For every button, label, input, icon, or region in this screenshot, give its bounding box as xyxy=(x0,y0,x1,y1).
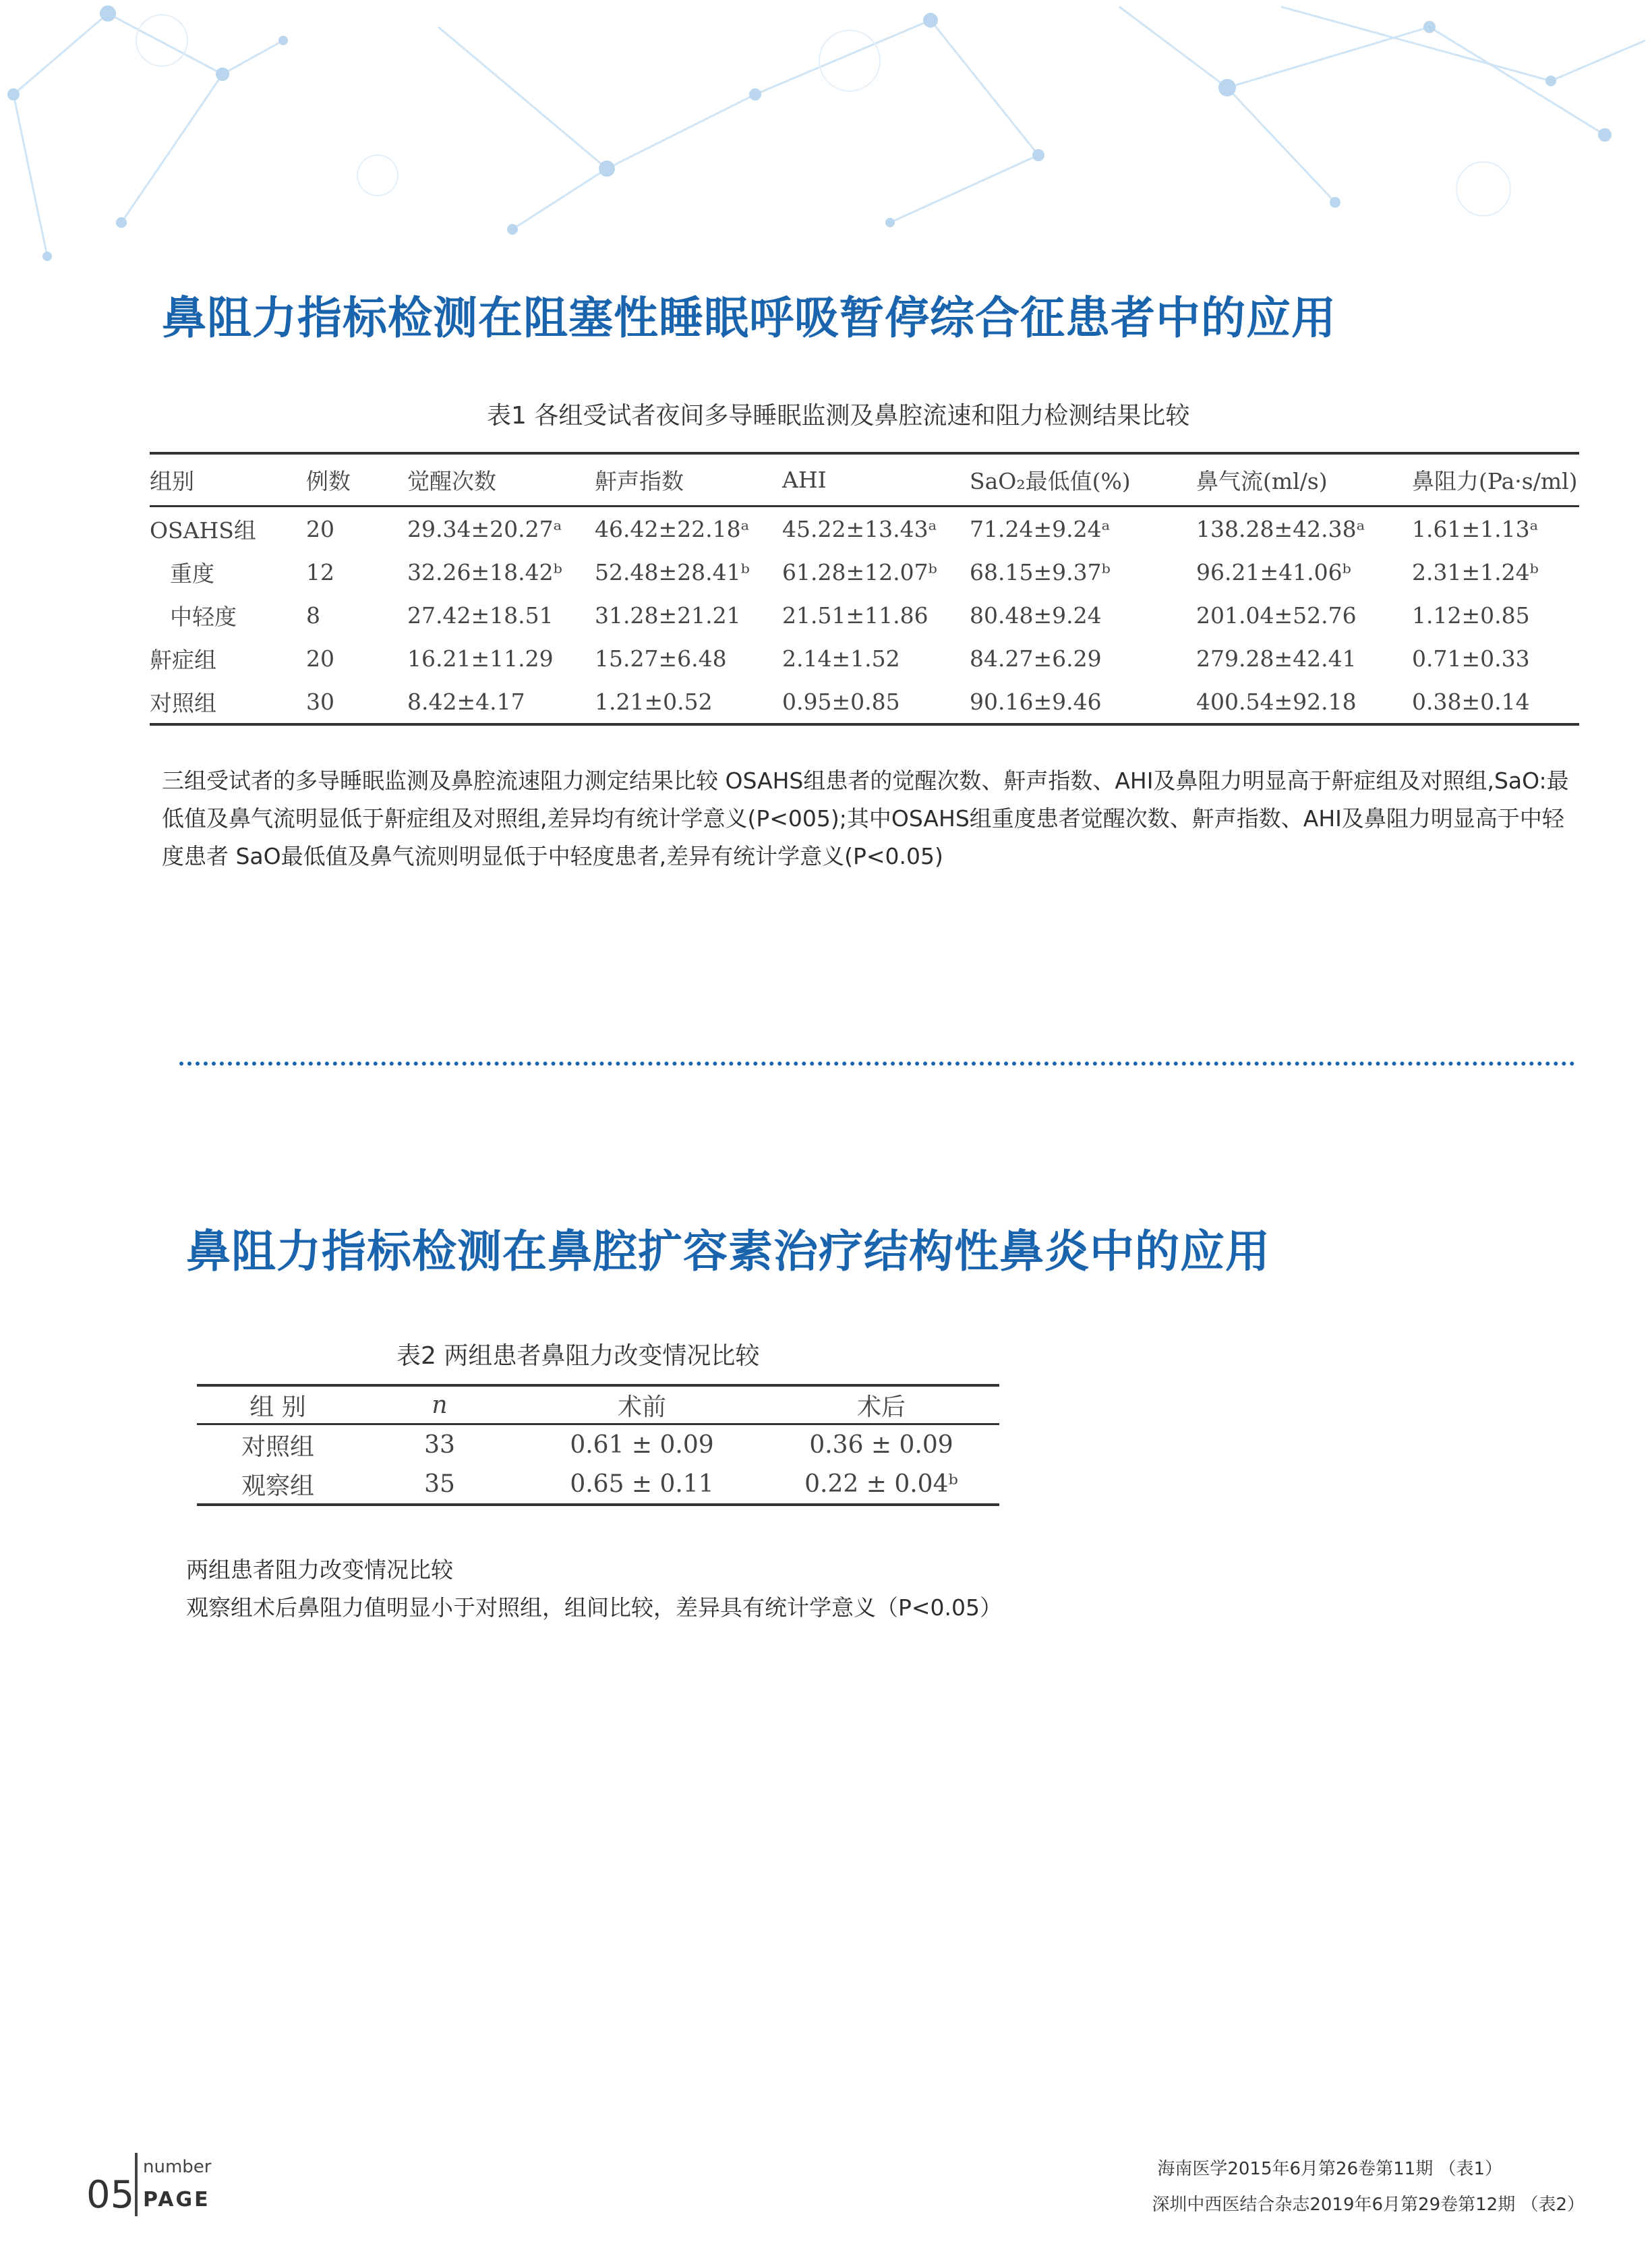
table-cell: 1.21±0.52 xyxy=(595,688,713,715)
page-label-number: number xyxy=(143,2157,212,2177)
table-cell: 0.95±0.85 xyxy=(782,688,900,715)
table-cell: 201.04±52.76 xyxy=(1196,602,1357,629)
table-cell: 0.61 ± 0.09 xyxy=(570,1431,714,1459)
table-cell: 138.28±42.38ᵃ xyxy=(1196,515,1365,542)
table-cell: 15.27±6.48 xyxy=(595,645,727,672)
table2-note-line2: 观察组术后鼻阻力值明显小于对照组，组间比较，差异具有统计学意义（P<0.05） xyxy=(186,1594,1003,1621)
table-cell: 观察组 xyxy=(241,1472,314,1500)
page-label-page: PAGE xyxy=(143,2188,210,2212)
table-cell: 31.28±21.21 xyxy=(595,602,741,629)
table2-header-row xyxy=(197,1385,999,1424)
table-cell: 35 xyxy=(424,1470,455,1498)
table-cell: 96.21±41.06ᵇ xyxy=(1196,558,1351,585)
section2-title: 鼻阻力指标检测在鼻腔扩容素治疗结构性鼻炎中的应用 xyxy=(186,1225,1270,1277)
table1-header-cell: 例数 xyxy=(306,468,351,494)
table2-header-cell: 组 别 xyxy=(249,1393,306,1421)
table-cell: 重度 xyxy=(170,560,214,587)
table-cell: 8 xyxy=(306,602,320,629)
table-cell: 30 xyxy=(306,688,334,715)
table-cell: 8.42±4.17 xyxy=(407,688,525,715)
molecule-network-decoration xyxy=(0,0,1652,283)
table-cell: 400.54±92.18 xyxy=(1196,688,1357,715)
section-divider xyxy=(179,1062,1575,1066)
table-row xyxy=(197,1464,999,1505)
table1-header-cell: 组别 xyxy=(150,468,194,494)
table-cell: 84.27±6.29 xyxy=(970,645,1102,672)
table1-header-cell: 鼾声指数 xyxy=(595,468,684,494)
table2-note xyxy=(186,1551,1332,1627)
table2-header-cell: n xyxy=(432,1391,448,1419)
table-cell: 45.22±13.43ᵃ xyxy=(782,515,937,542)
table-cell: 1.12±0.85 xyxy=(1412,602,1530,629)
page-number: 05 xyxy=(86,2173,135,2217)
table-cell: 12 xyxy=(306,558,334,585)
table-cell: 68.15±9.37ᵇ xyxy=(970,558,1111,585)
table-cell: 16.21±11.29 xyxy=(407,645,554,672)
table-cell: 20 xyxy=(306,645,334,672)
table2 xyxy=(197,1384,999,1506)
table-cell: 1.61±1.13ᵃ xyxy=(1412,515,1539,542)
table2-header-cell: 术后 xyxy=(856,1393,906,1421)
table-cell: 对照组 xyxy=(241,1433,314,1461)
table-row xyxy=(150,507,1579,551)
table1-note: 三组受试者的多导睡眠监测及鼻腔流速阻力测定结果比较 OSAHS组患者的觉醒次数、鼾声指数、AHI及鼻阻力明显高于鼾症组及对照组,SaO:最低值及鼻气流明显低于鼾症组及对照组,差异均有统计学意义(P<005);其中OSAHS组重度患者觉醒次数、鼾声指数、AHI及鼻阻力明显高于中轻度患者 SaO最低值及鼻气流则明显低于中轻度患者,差异有统计学意义(P<0.05) xyxy=(162,768,1569,869)
table-cell: 中轻度 xyxy=(170,603,237,630)
table-cell: 21.51±11.86 xyxy=(782,602,928,629)
table-cell: 27.42±18.51 xyxy=(407,602,554,629)
table-cell: 20 xyxy=(306,515,334,542)
table-cell: 0.38±0.14 xyxy=(1412,688,1530,715)
table-row xyxy=(150,680,1579,724)
table-cell: 33 xyxy=(424,1431,455,1459)
table-cell: 279.28±42.41 xyxy=(1196,645,1357,672)
table-row xyxy=(150,594,1579,637)
table-cell: 鼾症组 xyxy=(150,646,216,673)
table2-caption: 表2 两组患者鼻阻力改变情况比较 xyxy=(396,1342,760,1370)
table-cell: 2.14±1.52 xyxy=(782,645,900,672)
table1-header-row xyxy=(150,453,1579,507)
table-cell: 0.22 ± 0.04ᵇ xyxy=(804,1470,958,1498)
table-cell: 0.36 ± 0.09 xyxy=(809,1431,953,1459)
table1-caption: 表1 各组受试者夜间多导睡眠监测及鼻腔流速和阻力检测结果比较 xyxy=(487,402,1190,430)
table-row xyxy=(150,637,1579,680)
table1 xyxy=(150,452,1579,726)
table-cell: 46.42±22.18ᵃ xyxy=(595,515,750,542)
table-cell: 2.31±1.24ᵇ xyxy=(1412,558,1539,585)
source-citation-2: 深圳中西医结合杂志2019年6月第29卷第12期 （表2） xyxy=(1152,2195,1585,2215)
table-row xyxy=(197,1424,999,1465)
table-cell: 对照组 xyxy=(150,689,216,716)
section1-title: 鼻阻力指标检测在阻塞性睡眠呼吸暂停综合征患者中的应用 xyxy=(162,292,1336,344)
table-cell: 61.28±12.07ᵇ xyxy=(782,558,937,585)
table-cell: 90.16±9.46 xyxy=(970,688,1102,715)
table1-header-cell: 鼻气流(ml/s) xyxy=(1196,468,1328,494)
table-cell: 52.48±28.41ᵇ xyxy=(595,558,750,585)
table-cell: 71.24±9.24ᵃ xyxy=(970,515,1111,542)
table-cell: 32.26±18.42ᵇ xyxy=(407,558,562,585)
table-cell: OSAHS组 xyxy=(150,517,256,544)
table-cell: 0.65 ± 0.11 xyxy=(570,1470,714,1498)
table-cell: 29.34±20.27ᵃ xyxy=(407,515,562,542)
table-cell: 0.71±0.33 xyxy=(1412,645,1530,672)
table1-header-cell: AHI xyxy=(782,467,827,493)
table2-note-line1: 两组患者阻力改变情况比较 xyxy=(186,1557,453,1583)
table1-header-cell: SaO₂最低值(%) xyxy=(970,468,1131,494)
table1-header-cell: 觉醒次数 xyxy=(407,468,496,494)
source-citation-1: 海南医学2015年6月第26卷第11期 （表1） xyxy=(1157,2159,1502,2179)
table2-header-cell: 术前 xyxy=(617,1393,666,1421)
table-row xyxy=(150,550,1579,594)
table-cell: 80.48±9.24 xyxy=(970,602,1102,629)
page-number-divider xyxy=(135,2153,138,2216)
table1-header-cell: 鼻阻力(Pa·s/ml) xyxy=(1412,468,1578,494)
